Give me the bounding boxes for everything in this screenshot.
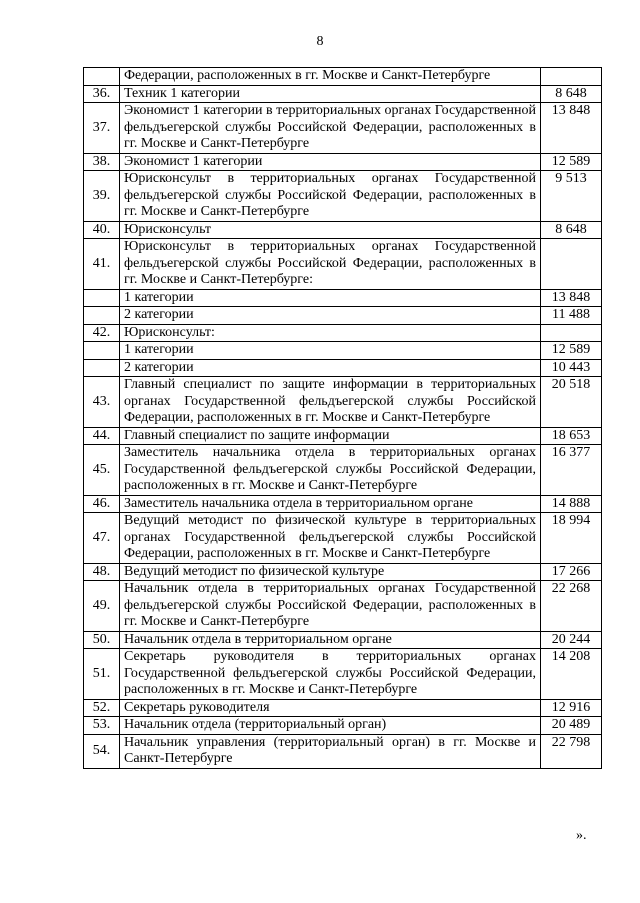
position-title-cell: Главный специалист по защите информации в территориальных органах Государственной фельдъегерской службы Российской Федерации, расположенных в гг. Москве и Санкт-Петербурге	[120, 377, 541, 428]
position-title-cell: Заместитель начальника отдела в территориальных органах Государственной фельдъегерской службы Российской Федерации, расположенных в гг. Москве и Санкт-Петербурге	[120, 445, 541, 496]
position-title-cell: Секретарь руководителя	[120, 699, 541, 717]
position-title-cell: 1 категории	[120, 342, 541, 360]
row-number-cell: 52.	[84, 699, 120, 717]
table-row	[84, 717, 602, 735]
table-row	[84, 85, 602, 103]
salary-cell: 14 888	[541, 495, 602, 513]
position-title-cell: Ведущий методист по физической культуре	[120, 563, 541, 581]
salary-cell: 12 589	[541, 342, 602, 360]
row-number-cell: 43.	[84, 377, 120, 428]
table-row	[84, 581, 602, 632]
position-title-cell: Начальник отдела (территориальный орган)	[120, 717, 541, 735]
row-number-cell	[84, 68, 120, 86]
position-title-cell: Юрисконсульт	[120, 221, 541, 239]
salary-table	[83, 67, 602, 769]
position-title-cell: Федерации, расположенных в гг. Москве и Санкт-Петербурге	[120, 68, 541, 86]
table-row	[84, 631, 602, 649]
salary-table-body	[84, 68, 602, 769]
position-title-cell: Экономист 1 категории в территориальных органах Государственной фельдъегерской службы Российской Федерации, расположенных в гг. Москве и Санкт-Петербурге	[120, 103, 541, 154]
row-number-cell: 40.	[84, 221, 120, 239]
position-title-cell: Юрисконсульт в территориальных органах Государственной фельдъегерской службы Российской Федерации, расположенных в гг. Москве и Санкт-Петербурге	[120, 171, 541, 222]
row-number-cell: 36.	[84, 85, 120, 103]
salary-cell: 20 244	[541, 631, 602, 649]
row-number-cell	[84, 307, 120, 325]
salary-cell: 20 489	[541, 717, 602, 735]
row-number-cell: 47.	[84, 513, 120, 564]
table-row	[84, 324, 602, 342]
salary-cell: 20 518	[541, 377, 602, 428]
position-title-cell: Главный специалист по защите информации	[120, 427, 541, 445]
salary-cell: 12 916	[541, 699, 602, 717]
salary-cell: 18 653	[541, 427, 602, 445]
position-title-cell: Заместитель начальника отдела в территориальном органе	[120, 495, 541, 513]
salary-cell: 11 488	[541, 307, 602, 325]
table-row	[84, 734, 602, 768]
table-row	[84, 289, 602, 307]
position-title-cell: Секретарь руководителя в территориальных органах Государственной фельдъегерской службы Российской Федерации, расположенных в гг. Москве и Санкт-Петербурге	[120, 649, 541, 700]
table-row	[84, 563, 602, 581]
salary-cell: 14 208	[541, 649, 602, 700]
table-row	[84, 307, 602, 325]
table-row	[84, 495, 602, 513]
row-number-cell: 50.	[84, 631, 120, 649]
salary-cell: 10 443	[541, 359, 602, 377]
row-number-cell: 53.	[84, 717, 120, 735]
table-row	[84, 342, 602, 360]
salary-cell	[541, 324, 602, 342]
row-number-cell: 41.	[84, 239, 120, 290]
salary-cell	[541, 239, 602, 290]
row-number-cell: 54.	[84, 734, 120, 768]
salary-cell: 12 589	[541, 153, 602, 171]
table-row	[84, 239, 602, 290]
table-row	[84, 171, 602, 222]
table-row	[84, 153, 602, 171]
table-row	[84, 513, 602, 564]
row-number-cell: 51.	[84, 649, 120, 700]
row-number-cell: 38.	[84, 153, 120, 171]
salary-cell: 9 513	[541, 171, 602, 222]
salary-cell: 22 798	[541, 734, 602, 768]
position-title-cell: Юрисконсульт в территориальных органах Государственной фельдъегерской службы Российской Федерации, расположенных в гг. Москве и Санкт-Петербурге:	[120, 239, 541, 290]
salary-cell: 18 994	[541, 513, 602, 564]
salary-cell: 8 648	[541, 221, 602, 239]
row-number-cell: 44.	[84, 427, 120, 445]
table-row	[84, 445, 602, 496]
row-number-cell: 45.	[84, 445, 120, 496]
salary-cell: 13 848	[541, 289, 602, 307]
salary-cell: 17 266	[541, 563, 602, 581]
position-title-cell: Начальник управления (территориальный орган) в гг. Москве и Санкт-Петербурге	[120, 734, 541, 768]
position-title-cell: Ведущий методист по физической культуре в территориальных органах Государственной фельдъегерской службы Российской Федерации, расположенных в гг. Москве и Санкт-Петербурге	[120, 513, 541, 564]
page-number: 8	[316, 34, 324, 49]
row-number-cell	[84, 289, 120, 307]
position-title-cell: Экономист 1 категории	[120, 153, 541, 171]
table-row	[84, 68, 602, 86]
table-row	[84, 103, 602, 154]
position-title-cell: Техник 1 категории	[120, 85, 541, 103]
table-row	[84, 221, 602, 239]
row-number-cell	[84, 359, 120, 377]
row-number-cell: 37.	[84, 103, 120, 154]
table-row	[84, 427, 602, 445]
table-row	[84, 377, 602, 428]
row-number-cell: 48.	[84, 563, 120, 581]
salary-cell: 8 648	[541, 85, 602, 103]
position-title-cell: Начальник отдела в территориальных органах Государственной фельдъегерской службы Российской Федерации, расположенных в гг. Москве и Санкт-Петербурге	[120, 581, 541, 632]
row-number-cell: 49.	[84, 581, 120, 632]
table-row	[84, 699, 602, 717]
closing-quote-mark: ».	[576, 828, 587, 843]
row-number-cell	[84, 342, 120, 360]
salary-cell: 16 377	[541, 445, 602, 496]
salary-cell: 13 848	[541, 103, 602, 154]
table-row	[84, 359, 602, 377]
table-row	[84, 649, 602, 700]
position-title-cell: Начальник отдела в территориальном органе	[120, 631, 541, 649]
row-number-cell: 42.	[84, 324, 120, 342]
salary-cell: 22 268	[541, 581, 602, 632]
position-title-cell: 1 категории	[120, 289, 541, 307]
row-number-cell: 39.	[84, 171, 120, 222]
salary-cell	[541, 68, 602, 86]
position-title-cell: 2 категории	[120, 359, 541, 377]
position-title-cell: Юрисконсульт:	[120, 324, 541, 342]
row-number-cell: 46.	[84, 495, 120, 513]
position-title-cell: 2 категории	[120, 307, 541, 325]
